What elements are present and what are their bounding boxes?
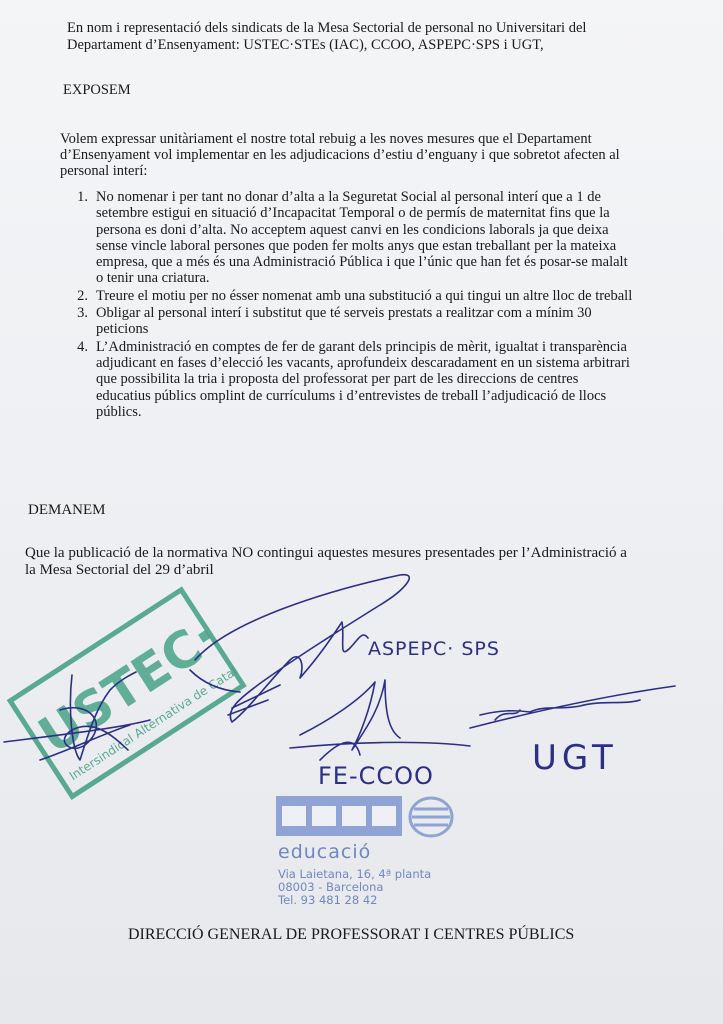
list-line: setembre estigui en situació d’Incapacitat Temporal o de permís de maternitat fins que la — [96, 205, 610, 222]
section-heading-demanem: DEMANEM — [28, 502, 106, 518]
ustec-stamp-subtitle: Intersindical Alternativa de Catalunya — [66, 648, 248, 784]
signature-label-ccoo: FE-CCOO — [318, 762, 434, 790]
section-heading-exposem: EXPOSEM — [63, 82, 131, 98]
list-item — [62, 288, 682, 304]
list-line: que possibilita la tria i proposta del professorat per part de les direccions de centres — [96, 371, 579, 388]
ccoo-stamp-phone: Tel. 93 481 28 42 — [278, 893, 378, 907]
measures-list — [62, 189, 682, 420]
ccoo-stamp-address-2: 08003 - Barcelona — [278, 880, 384, 894]
statement-line-1: Volem expressar unitàriament el nostre total rebuig a les noves mesures que el Departament — [60, 131, 592, 147]
list-line: Obligar al personal interí i substitut que té serveis prestats a realitzar com a mínim 30 — [96, 305, 592, 322]
list-line: peticions — [96, 321, 149, 338]
list-line: persona es doni d’alta. No acceptem aquest canvi en les condicions laborals ja que deixa — [96, 221, 609, 238]
list-line: empresa, que a més és una Administració Pública i que l’únic que han fet és posar-se malalt — [96, 254, 628, 271]
list-line: sense vincle laboral persones que poden fer molts anys que estan treballant per la mateixa — [96, 237, 617, 254]
list-line: No nomenar i per tant no donar d’alta a la Seguretat Social al personal interí que a 1 de — [96, 189, 601, 205]
list-line: educatius públics omplint de currículums i d’entrevistes de treball l’adjudicació de llocs — [96, 387, 607, 404]
list-item — [62, 339, 682, 420]
ccoo-stamp-address-1: Via Laietana, 16, 4ª planta — [278, 867, 432, 881]
statement-line-3: personal interí: — [60, 163, 148, 179]
request-line-2: la Mesa Sectorial del 29 d’abril — [25, 562, 214, 578]
ccoo-logo-icon — [276, 796, 454, 838]
list-item — [62, 305, 682, 338]
ccoo-stamp-label: educació — [278, 841, 372, 863]
request-line-1: Que la publicació de la normativa NO contingui aquestes mesures presentades per l’Administració a — [25, 545, 627, 561]
ccoo-stamp — [276, 796, 456, 916]
signature-label-aspepc: ASPEPC· SPS — [368, 638, 500, 660]
intro-line-1: En nom i representació dels sindicats de la Mesa Sectorial de personal no Universitari del — [67, 20, 587, 36]
list-number: 4. — [77, 338, 88, 355]
intro-line-2: Departament d’Ensenyament: USTEC·STEs (IAC), CCOO, ASPEPC·SPS i UGT, — [67, 37, 544, 53]
list-line: públics. — [96, 403, 142, 420]
signature-label-ugt: UGT — [532, 738, 618, 778]
list-item — [62, 189, 682, 287]
list-line: L’Administració en comptes de fer de garant dels principis de mèrit, igualtat i transparència — [96, 338, 627, 355]
list-line: Treure el motiu per no ésser nomenat amb una substitució a qui tingui un altre lloc de treball — [96, 287, 633, 304]
list-line: adjudicant en fases d’elecció les vacants, aprofundeix descaradament en un sistema arbitrari — [96, 354, 630, 371]
list-number: 1. — [77, 189, 88, 205]
addressee: DIRECCIÓ GENERAL DE PROFESSORAT I CENTRES PÚBLICS — [128, 926, 575, 943]
list-number: 2. — [77, 287, 88, 304]
ustec-stamp-name: USTEC·STEs — [28, 585, 248, 766]
list-number: 3. — [77, 305, 88, 322]
statement-line-2: d’Ensenyament vol implementar en les adjudicacions d’estiu d’enguany i que sobretot afecten al — [60, 147, 620, 163]
list-line: o tenir una criatura. — [96, 270, 210, 287]
